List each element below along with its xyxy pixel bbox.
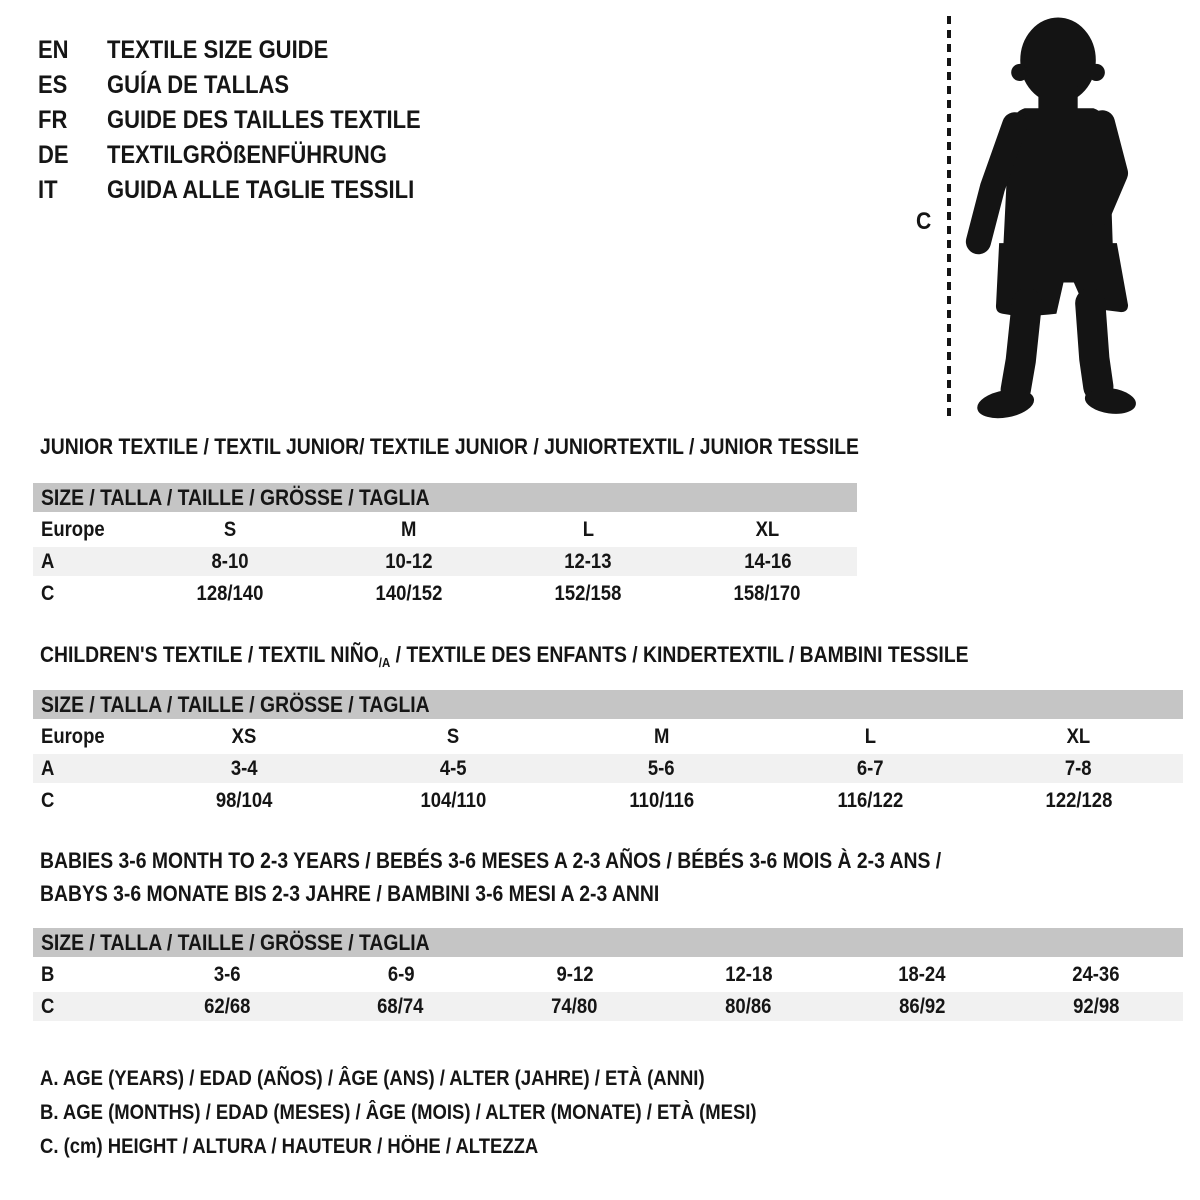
row-label: C (41, 994, 55, 1018)
size-cell: 24-36 (1072, 962, 1120, 986)
language-title: GUIDE DES TAILLES TEXTILE (107, 106, 421, 134)
children-section-title (40, 643, 1095, 675)
language-title-block (38, 33, 464, 208)
row-label: Europe (41, 517, 105, 541)
table-row-age-years (33, 547, 857, 576)
title-subscript: /A (378, 655, 391, 670)
size-cell: 86/92 (899, 994, 946, 1018)
language-code: DE (38, 141, 69, 169)
table-row-age-years (33, 754, 1183, 783)
language-code: ES (38, 71, 68, 99)
size-cell: XS (231, 724, 257, 748)
size-cell: 152/158 (554, 581, 622, 605)
babies-section-title (40, 849, 1064, 915)
size-cell: XL (755, 517, 780, 541)
table-row-age-months (33, 960, 1183, 989)
size-cell: 104/110 (419, 788, 486, 812)
toddler-silhouette-icon (962, 14, 1144, 422)
size-cell: S (446, 724, 460, 748)
size-cell: 18-24 (898, 962, 946, 986)
size-cell: 12-13 (564, 549, 612, 573)
size-header-label: SIZE / TALLA / TAILLE / GRÖSSE / TAGLIA (41, 691, 430, 717)
language-title: TEXTILGRÖßENFÜHRUNG (107, 141, 387, 169)
table-row-height-cm (33, 786, 1183, 815)
size-cell: 98/104 (216, 788, 273, 812)
junior-size-table (33, 483, 857, 608)
legend-block (40, 1062, 854, 1164)
size-cell: 80/86 (725, 994, 772, 1018)
babies-title-line1: BABIES 3-6 MONTH TO 2-3 YEARS / BEBÉS 3-6 MESES A 2-3 AÑOS / BÉBÉS 3-6 MOIS À 2-3 ANS / (40, 848, 942, 873)
size-cell: 74/80 (551, 994, 598, 1018)
size-header-label: SIZE / TALLA / TAILLE / GRÖSSE / TAGLIA (41, 929, 430, 955)
language-title: GUÍA DE TALLAS (107, 71, 290, 99)
size-header-label: SIZE / TALLA / TAILLE / GRÖSSE / TAGLIA (41, 484, 430, 510)
children-section-title-text: CHILDREN'S TEXTILE / TEXTIL $NIÑO_{/A}$ / TEXTILE DES ENFANTS / KINDERTEXTIL / BAMBINI TESSILE (40, 642, 969, 670)
size-cell: 4-5 (439, 756, 467, 780)
language-code: FR (38, 106, 68, 134)
table-row-europe (33, 515, 857, 544)
junior-section-title-text: JUNIOR TEXTILE / TEXTIL JUNIOR/ TEXTILE JUNIOR / JUNIORTEXTIL / JUNIOR TESSILE (40, 434, 859, 459)
size-cell: 68/74 (377, 994, 424, 1018)
row-label: B (41, 962, 55, 986)
size-cell: M (401, 517, 417, 541)
height-measure-line (947, 16, 951, 420)
size-header-band (33, 483, 857, 512)
measure-label-c: C (916, 208, 932, 235)
legend-line-height-cm: C. (cm) HEIGHT / ALTURA / HAUTEUR / HÖHE / ALTEZZA (40, 1135, 539, 1158)
babies-size-table (33, 928, 1183, 1021)
table-row-height-cm (33, 992, 1183, 1021)
size-cell: M (653, 724, 670, 748)
size-cell: 6-9 (387, 962, 415, 986)
row-label: A (41, 756, 55, 780)
language-code: IT (38, 176, 58, 204)
size-cell: 92/98 (1072, 994, 1120, 1018)
size-cell: 116/122 (837, 788, 903, 812)
row-label: A (41, 549, 55, 573)
row-label: C (41, 581, 55, 605)
size-cell: S (223, 517, 236, 541)
size-header-band (33, 690, 1183, 719)
size-cell: 110/116 (629, 788, 694, 812)
babies-title-line2: BABYS 3-6 MONATE BIS 2-3 JAHRE / BAMBINI 3-6 MESI A 2-3 ANNI (40, 881, 660, 906)
language-title: TEXTILE SIZE GUIDE (107, 36, 329, 64)
size-cell: 8-10 (211, 549, 249, 573)
legend-line-age-months: B. AGE (MONTHS) / EDAD (MESES) / ÂGE (MOIS) / ALTER (MONATE) / ETÀ (MESI) (40, 1101, 757, 1124)
size-cell: 3-4 (230, 756, 258, 780)
size-cell: 14-16 (743, 549, 792, 573)
table-row-height-cm (33, 579, 857, 608)
row-label: Europe (41, 724, 105, 748)
size-cell: 140/152 (375, 581, 443, 605)
size-cell: 6-7 (856, 756, 884, 780)
size-cell: 122/128 (1045, 788, 1113, 812)
size-cell: L (582, 517, 594, 541)
table-row-europe (33, 722, 1183, 751)
size-cell: 158/170 (733, 581, 801, 605)
size-cell: 3-6 (213, 962, 241, 986)
size-cell: 62/68 (203, 994, 251, 1018)
size-header-band (33, 928, 1183, 957)
row-label: C (41, 788, 55, 812)
size-cell: 9-12 (556, 962, 594, 986)
legend-line-age-years: A. AGE (YEARS) / EDAD (AÑOS) / ÂGE (ANS) / ALTER (JAHRE) / ETÀ (ANNI) (40, 1067, 705, 1090)
language-title: GUIDA ALLE TAGLIE TESSILI (107, 176, 415, 204)
size-cell: L (864, 724, 876, 748)
size-cell: 7-8 (1065, 756, 1093, 780)
language-code: EN (38, 36, 69, 64)
size-cell: 12-18 (724, 962, 773, 986)
size-cell: 5-6 (648, 756, 675, 780)
size-cell: XL (1066, 724, 1091, 748)
junior-section-title (40, 435, 971, 459)
size-cell: 10-12 (385, 549, 433, 573)
children-size-table (33, 690, 1183, 815)
size-cell: 128/140 (196, 581, 264, 605)
